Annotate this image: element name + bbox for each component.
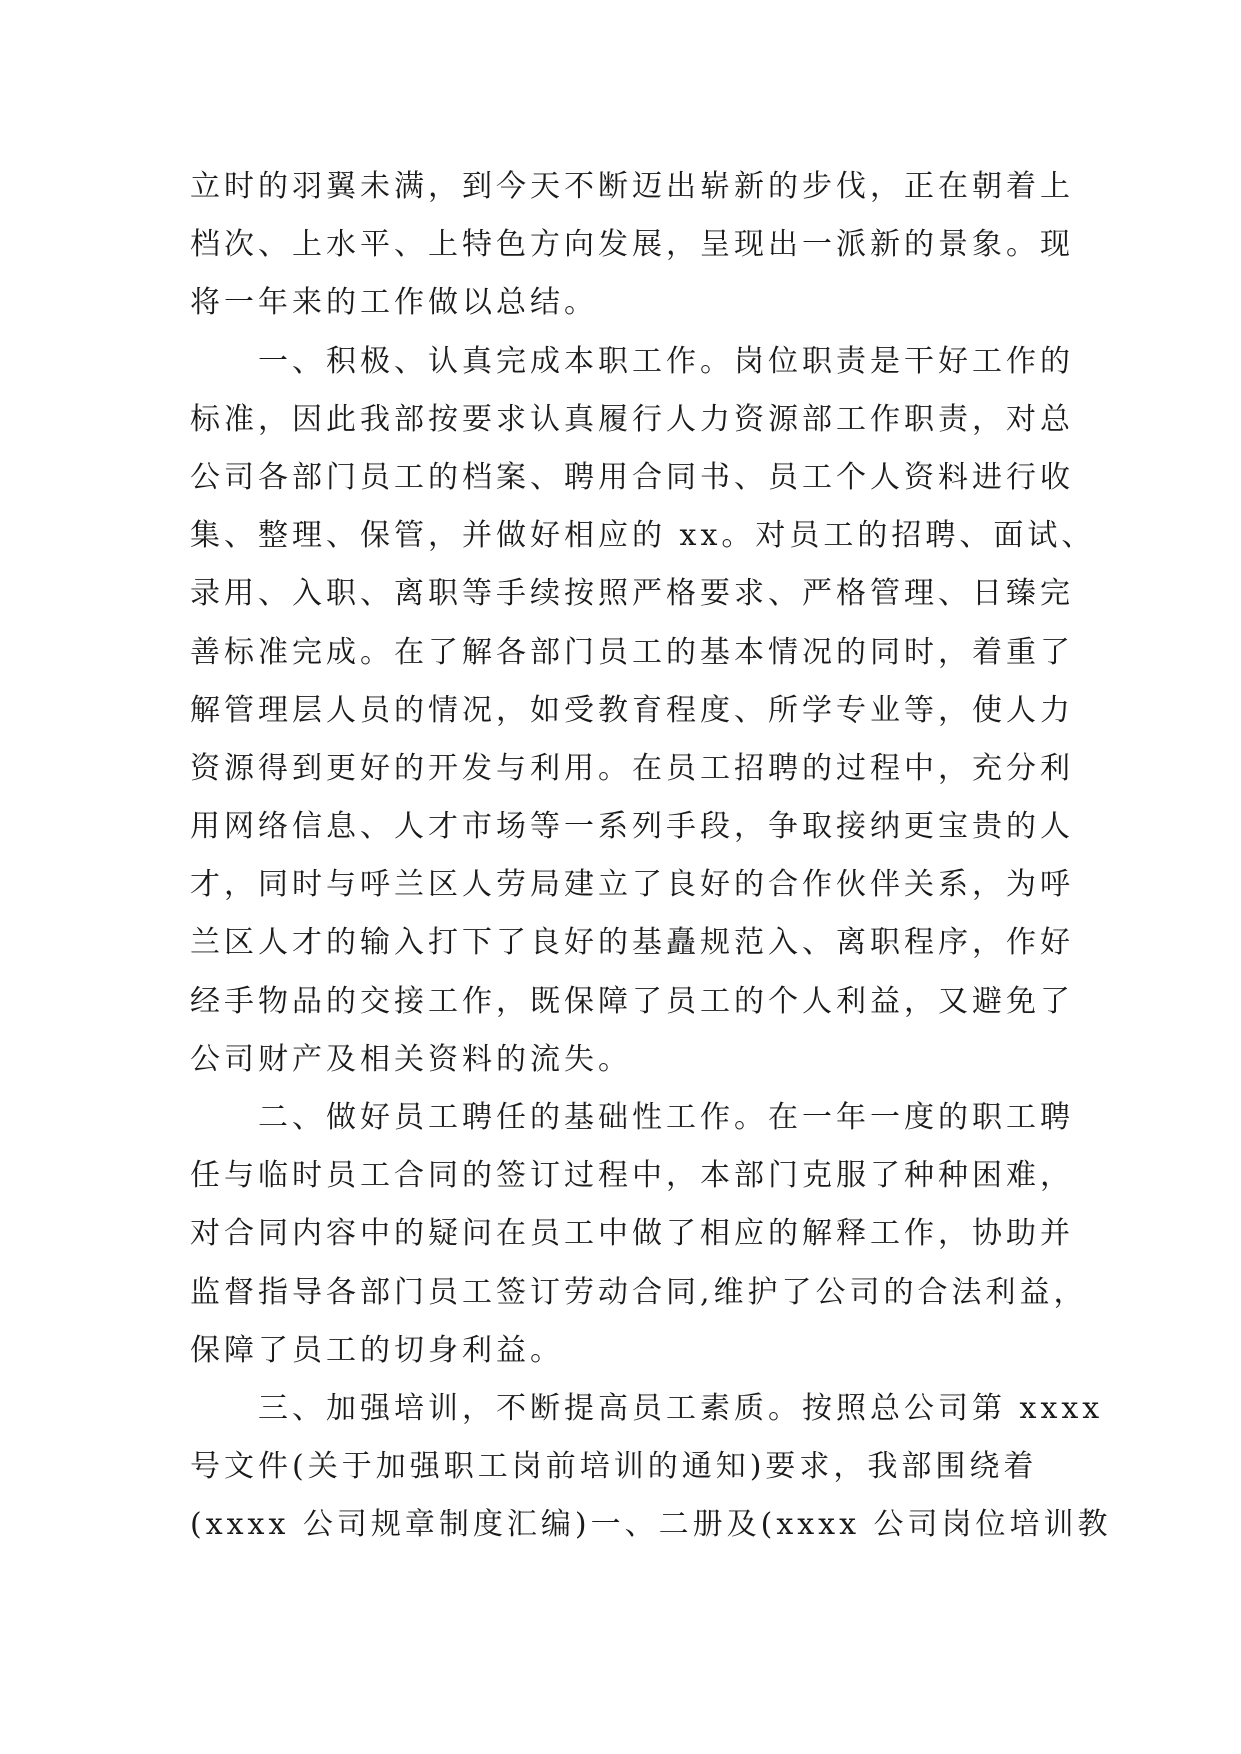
text-line: 一、积极、认真完成本职工作。岗位职责是干好工作的 xyxy=(190,343,1074,379)
document-body xyxy=(190,158,1112,1555)
text-line: 善标准完成。在了解各部门员工的基本情况的同时，着重了 xyxy=(190,634,1074,670)
text-line: 保障了员工的切身利益。 xyxy=(190,1332,564,1368)
text-line: 号文件(关于加强职工岗前培训的通知)要求，我部围绕着 xyxy=(190,1449,1038,1485)
text-line: 任与临时员工合同的签订过程中，本部门克服了种种困难， xyxy=(190,1158,1074,1194)
text-line: 解管理层人员的情况，如受教育程度、所学专业等，使人力 xyxy=(190,692,1074,728)
text-line: 三、加强培训，不断提高员工素质。按照总公司第 xxxx xyxy=(190,1390,1104,1426)
text-line: 将一年来的工作做以总结。 xyxy=(190,285,598,321)
text-line: 用网络信息、人才市场等一系列手段，争取接纳更宝贵的人 xyxy=(190,809,1074,845)
text-line: 公司各部门员工的档案、聘用合同书、员工个人资料进行收 xyxy=(190,459,1074,495)
text-line: 资源得到更好的开发与利用。在员工招聘的过程中，充分利 xyxy=(190,750,1074,786)
text-line: 公司财产及相关资料的流失。 xyxy=(190,1041,632,1077)
text-line: 对合同内容中的疑问在员工中做了相应的解释工作，协助并 xyxy=(190,1216,1074,1252)
text-line: 录用、入职、离职等手续按照严格要求、严格管理、日臻完 xyxy=(190,576,1074,612)
text-line: 才，同时与呼兰区人劳局建立了良好的合作伙伴关系，为呼 xyxy=(190,867,1074,903)
text-line: 档次、上水平、上特色方向发展，呈现出一派新的景象。现 xyxy=(190,227,1074,263)
text-line: 经手物品的交接工作，既保障了员工的个人利益，又避免了 xyxy=(190,983,1074,1019)
text-line: 二、做好员工聘任的基础性工作。在一年一度的职工聘 xyxy=(190,1100,1074,1135)
text-line: 兰区人才的输入打下了良好的基矗规范入、离职程序，作好 xyxy=(190,925,1074,961)
text-line: 立时的羽翼未满，到今天不断迈出崭新的步伐，正在朝着上 xyxy=(190,169,1074,204)
text-line: (xxxx 公司规章制度汇编)一、二册及(xxxx 公司岗位培训教 xyxy=(190,1507,1112,1543)
text-line: 集、整理、保管，并做好相应的 xx。对员工的招聘、面试、 xyxy=(190,518,1096,554)
text-line: 标准，因此我部按要求认真履行人力资源部工作职责，对总 xyxy=(190,401,1074,437)
text-line: 监督指导各部门员工签订劳动合同,维护了公司的合法利益， xyxy=(190,1274,1088,1310)
